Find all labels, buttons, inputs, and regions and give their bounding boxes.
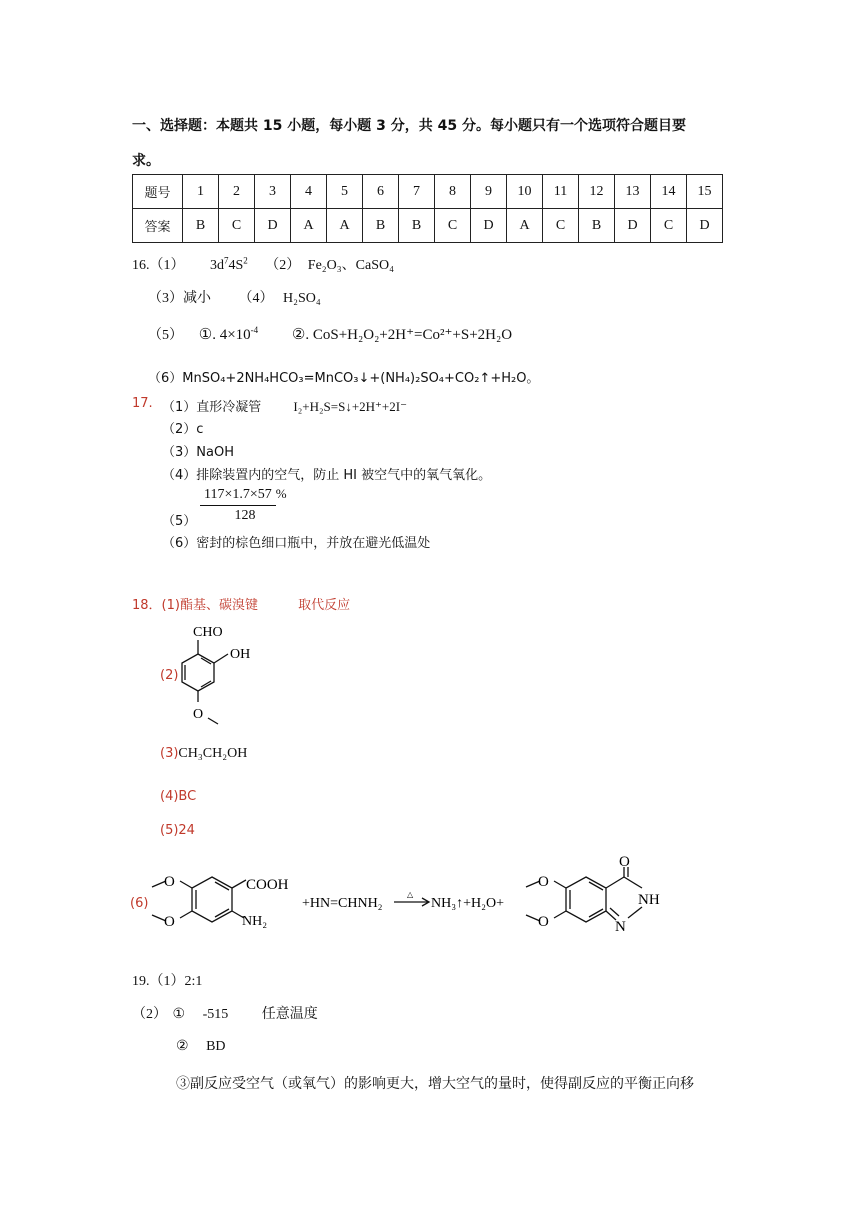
q-num: 2 bbox=[219, 175, 255, 209]
q18-p6-reaction bbox=[146, 855, 706, 945]
q17-p1-equation: I₂+H₂S=S↓+2H⁺+2I⁻ bbox=[293, 399, 407, 414]
q-num: 15 bbox=[687, 175, 723, 209]
percent-sign: % bbox=[275, 486, 287, 501]
q16-p5-b-mark: ② bbox=[291, 327, 306, 343]
fraction-numerator: 117×1.7×57 bbox=[200, 487, 276, 506]
products-label: NH₃↑+H₂O+ bbox=[431, 896, 504, 911]
product-o-2: O bbox=[538, 914, 549, 930]
q-num: 1 bbox=[183, 175, 219, 209]
answer-cell: A bbox=[291, 209, 327, 243]
q19-p2c: ③副反应受空气（或氧气）的影响更大，增大空气的量时，使得副反应的平衡正向移 bbox=[176, 1077, 694, 1092]
q18-p6-label: (6) bbox=[130, 896, 149, 911]
q-num: 5 bbox=[327, 175, 363, 209]
q16-prefix: 16.（1） bbox=[132, 258, 185, 273]
q18-p2-structure bbox=[170, 620, 270, 730]
q19-p2a: （2） ① -515 任意温度 bbox=[132, 1007, 318, 1022]
heat-condition: △ bbox=[407, 890, 414, 899]
answer-cell: C bbox=[435, 209, 471, 243]
q18-p1: 18．(1)酯基、碳溴键 取代反应 bbox=[132, 598, 351, 613]
q19-p2b: ② BD bbox=[176, 1039, 226, 1054]
q17-p2: （2）c bbox=[162, 422, 204, 437]
answer-cell: D bbox=[255, 209, 291, 243]
q16-electron-config: $3d^74S^2$ bbox=[210, 255, 248, 273]
q18-p4: (4)BC bbox=[160, 789, 197, 804]
q16-p3: （3）减小 bbox=[148, 291, 211, 306]
answer-cell: C bbox=[543, 209, 579, 243]
q-num: 10 bbox=[507, 175, 543, 209]
q16-p2-answer: Fe₂O₃、CaSO₄ bbox=[307, 258, 394, 273]
q18-p5: (5)24 bbox=[160, 823, 195, 838]
question-number-row bbox=[133, 175, 723, 209]
answer-table bbox=[132, 174, 723, 243]
q16-p4-answer: H₂SO₄ bbox=[283, 291, 321, 306]
q16-p5-a: . 4×10 bbox=[212, 327, 251, 343]
q-num: 7 bbox=[399, 175, 435, 209]
section-heading-cont: 求。 bbox=[132, 153, 160, 169]
reactant-o-1: O bbox=[164, 874, 175, 890]
cooh-label: COOH bbox=[246, 877, 289, 893]
answer-cell: B bbox=[183, 209, 219, 243]
q16-p2-label: （2） bbox=[265, 258, 301, 273]
answer-cell: A bbox=[507, 209, 543, 243]
q-num: 13 bbox=[615, 175, 651, 209]
n-label: N bbox=[615, 919, 626, 935]
cho-label: CHO bbox=[193, 625, 223, 640]
fraction-denominator: 128 bbox=[234, 508, 256, 523]
carbonyl-o: O bbox=[619, 855, 630, 870]
q16-p5-label: （5） bbox=[148, 328, 183, 343]
q16-p5-b: . CoS+H₂O₂+2H⁺=Co²⁺+S+2H₂O bbox=[305, 327, 513, 343]
answer-cell: D bbox=[687, 209, 723, 243]
q-num: 8 bbox=[435, 175, 471, 209]
answer-cell: D bbox=[615, 209, 651, 243]
answer-cell: B bbox=[399, 209, 435, 243]
q18-p2-label: (2) bbox=[160, 668, 179, 683]
q19-temperature: 任意温度 bbox=[261, 1007, 318, 1022]
section-heading: 一、选择题：本题共 15 小题，每小题 3 分，共 45 分。每小题只有一个选项符合题目要 bbox=[132, 118, 686, 134]
q17-p1: （1）直形冷凝管 I₂+H₂S=S↓+2H⁺+2I⁻ bbox=[162, 399, 407, 415]
nh-label: NH bbox=[638, 892, 660, 908]
q-num: 4 bbox=[291, 175, 327, 209]
q-num: 11 bbox=[543, 175, 579, 209]
q19-p1: 19.（1）2:1 bbox=[132, 974, 203, 989]
q19-enthalpy: -515 bbox=[202, 1007, 229, 1022]
nh2-label: NH₂ bbox=[242, 914, 268, 929]
q17-p3: （3）NaOH bbox=[162, 445, 234, 460]
product-o-1: O bbox=[538, 874, 549, 890]
answer-cell: C bbox=[219, 209, 255, 243]
q16-p6: （6）MnSO₄+2NH₄HCO₃=MnCO₃↓+(NH₄)₂SO₄+CO₂↑+H₂O。 bbox=[148, 371, 540, 386]
q16-line1 bbox=[132, 254, 394, 274]
oh-label: OH bbox=[230, 647, 251, 662]
answer-cell: C bbox=[651, 209, 687, 243]
q17-p4: （4）排除装置内的空气，防止 HI 被空气中的氧气氧化。 bbox=[162, 468, 492, 483]
answer-cell: A bbox=[327, 209, 363, 243]
answer-cell: B bbox=[579, 209, 615, 243]
q16-p4-label: （4） bbox=[238, 291, 274, 306]
q18-p3: (3)CH₃CH₂OH bbox=[160, 746, 248, 761]
q-num: 12 bbox=[579, 175, 615, 209]
reagent-label: +HN=CHNH₂ bbox=[302, 896, 383, 911]
answer-cell: D bbox=[471, 209, 507, 243]
q17-number: 17. bbox=[132, 396, 153, 411]
q17-p6: （6）密封的棕色细口瓶中，并放在避光低温处 bbox=[162, 536, 431, 551]
a-header: 答案 bbox=[133, 209, 183, 243]
answer-cell: B bbox=[363, 209, 399, 243]
methoxy-o-label: O bbox=[193, 707, 204, 722]
q16-line3: （5） ①. $4\times 10^{-4}$ ②. CoS+H₂O₂+2H⁺=Co²⁺+S+2H₂O bbox=[148, 325, 513, 343]
q-num: 14 bbox=[651, 175, 687, 209]
q-num: 3 bbox=[255, 175, 291, 209]
q-num: 9 bbox=[471, 175, 507, 209]
q17-p5-fraction bbox=[200, 486, 290, 524]
q16-line2 bbox=[148, 287, 321, 307]
q-num: 6 bbox=[363, 175, 399, 209]
q-header: 题号 bbox=[133, 175, 183, 209]
q16-p5-a-mark: ① bbox=[198, 327, 213, 343]
reactant-o-2: O bbox=[164, 914, 175, 930]
answer-row bbox=[133, 209, 723, 243]
q17-p5-label: （5） bbox=[162, 514, 197, 529]
